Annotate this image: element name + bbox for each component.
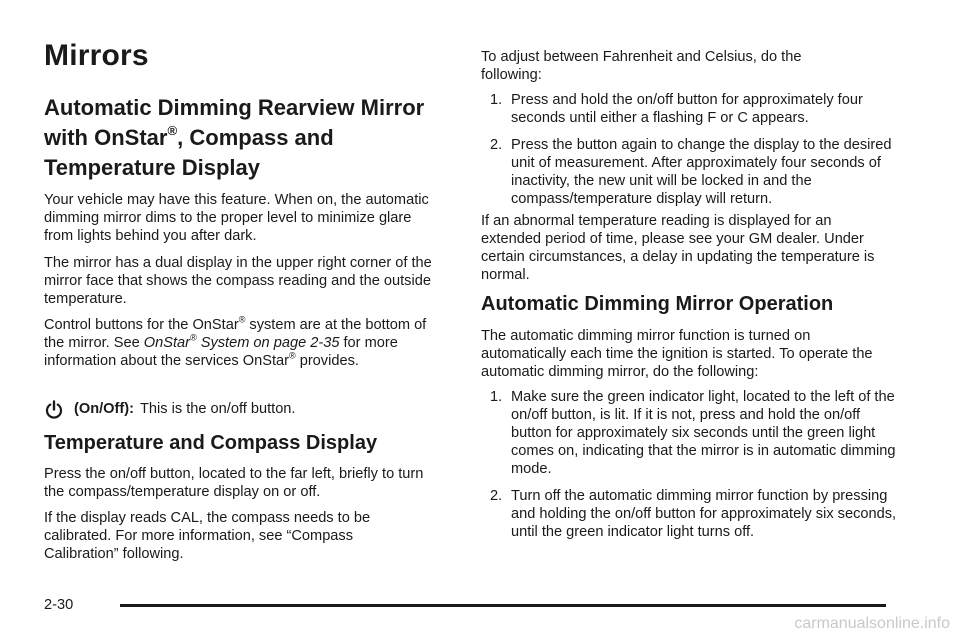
onstar-page-reference-link[interactable]: OnStar® System on page 2-35	[143, 332, 340, 351]
sub-heading-dimming-operation: Automatic Dimming Mirror Operation	[481, 293, 834, 315]
power-button-description	[44, 400, 444, 420]
paragraph-press-on-off: Press the on/off button, located to the far left, briefly to turn the compass/temperature display on or off.	[44, 466, 424, 500]
paragraph-fahrenheit-celsius-intro: To adjust between Fahrenheit and Celsius, do the following:	[481, 49, 802, 83]
list-adjust-units	[481, 91, 901, 208]
paragraph-dual-display: The mirror has a dual display in the upper right corner of the mirror face that shows the compass reading and the outside temperature.	[44, 255, 432, 307]
paragraph-control-buttons: Control buttons for the OnStar® system are at the bottom of the mirror. See OnStar® System on page 2-35 for more information about the services OnStar® provides.	[44, 314, 427, 369]
list-item: 1. Make sure the green indicator light, located to the left of the on/off button, is lit. If it is not, press and hold the on/off button for approximately six seconds until the green light comes on, indicating that the mirror is in automatic dimming mode.	[490, 389, 896, 477]
page-title: Mirrors	[44, 39, 149, 72]
footer-divider	[120, 604, 886, 607]
power-label: (On/Off):	[74, 401, 134, 417]
sub-heading-temperature-compass: Temperature and Compass Display	[44, 432, 378, 454]
list-item: 2. Press the button again to change the display to the desired unit of measurement. After approximately four seconds of inactivity, the new unit will be locked in and the compass/temperature display will return.	[490, 137, 892, 207]
list-dimming-steps	[481, 388, 901, 541]
paragraph-feature-intro: Your vehicle may have this feature. When on, the automatic dimming mirror dims to the proper level to minimize glare from lights behind you after dark.	[44, 192, 429, 244]
power-icon	[44, 400, 64, 420]
paragraph-calibration: If the display reads CAL, the compass needs to be calibrated. For more information, see “Compass Calibration” following.	[44, 510, 371, 562]
list-item: 1. Press and hold the on/off button for approximately four seconds until either a flashing F or C appears.	[490, 92, 863, 126]
watermark: carmanualsonline.info	[794, 615, 950, 632]
paragraph-dimming-operation: The automatic dimming mirror function is turned on automatically each time the ignition is started. To operate the automatic dimming mirror, do the following:	[481, 328, 873, 380]
power-text: This is the on/off button.	[139, 401, 296, 417]
list-item: 2. Turn off the automatic dimming mirror function by pressing and holding the on/off button for approximately six seconds, until the green indicator light turns off.	[490, 488, 897, 540]
page-number: 2-30	[44, 597, 74, 613]
paragraph-abnormal-temperature: If an abnormal temperature reading is displayed for an extended period of time, please see your GM dealer. Under certain circumstances, a delay in updating the temperature is normal.	[481, 213, 875, 283]
section-heading-rearview-mirror: Automatic Dimming Rearview Mirror with OnStar®, Compass and Temperature Display	[44, 95, 425, 180]
